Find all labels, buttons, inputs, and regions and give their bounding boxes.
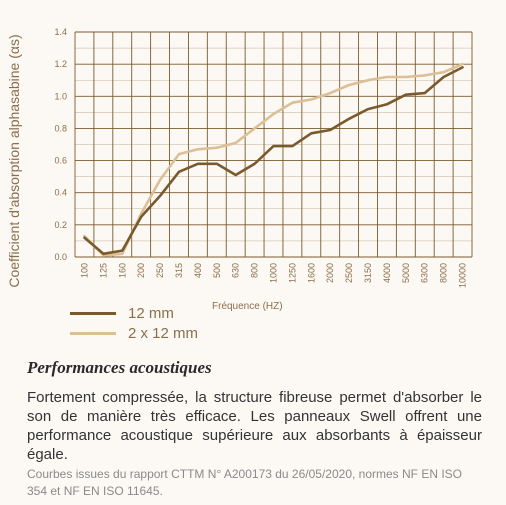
series-line-2x12mm xyxy=(85,64,463,255)
x-tick-label: 315 xyxy=(173,263,184,279)
y-axis-label: Coefficient d'absorption alphasabine (αs) xyxy=(6,34,22,288)
x-tick-label: 3150 xyxy=(363,263,374,284)
legend-swatch-12mm xyxy=(70,312,116,315)
x-tick-label: 8000 xyxy=(438,263,449,284)
y-tick-label: 0.2 xyxy=(54,219,67,230)
legend xyxy=(70,303,270,343)
x-tick-label: 2500 xyxy=(344,263,355,284)
x-tick-label: 160 xyxy=(117,263,128,279)
x-tick-label: 100 xyxy=(79,263,90,279)
legend-label-2x12mm: 2 x 12 mm xyxy=(128,324,199,342)
y-tick-label: 1.4 xyxy=(54,27,67,37)
x-tick-label: 400 xyxy=(192,263,203,279)
x-tick-label: 1250 xyxy=(287,263,298,284)
legend-item-12mm xyxy=(70,303,270,323)
x-tick-label: 500 xyxy=(211,263,222,279)
x-tick-label: 10000 xyxy=(457,263,468,289)
x-tick-label: 5000 xyxy=(400,263,411,284)
x-tick-label: 800 xyxy=(249,263,260,279)
x-tick-label: 250 xyxy=(155,263,166,279)
x-tick-label: 125 xyxy=(98,263,109,279)
y-tick-label: 0.0 xyxy=(54,252,67,262)
legend-label-12mm: 12 mm xyxy=(128,304,174,322)
x-tick-label: 200 xyxy=(136,263,147,279)
y-tick-label: 0.8 xyxy=(54,123,67,134)
x-tick-label: 4000 xyxy=(381,263,392,284)
x-tick-label: 1600 xyxy=(306,263,317,284)
legend-item-2x12mm xyxy=(70,323,270,343)
legend-swatch-2x12mm xyxy=(70,332,116,335)
y-tick-label: 0.6 xyxy=(54,155,67,166)
y-tick-label: 0.4 xyxy=(54,187,67,198)
description-text: Fortement compressée, la structure fibreuse permet d'absorber le son de manière très efficace. Les panneaux Swell offrent une performance acoustique supérieure aux absorbants à épaisseur égale. xyxy=(27,389,482,463)
y-tick-label: 1.0 xyxy=(54,91,67,102)
x-tick-label: 630 xyxy=(230,263,241,279)
section-heading: Performances acoustiques xyxy=(27,358,212,377)
description-section xyxy=(27,358,482,500)
y-tick-label: 1.2 xyxy=(54,59,67,70)
x-tick-label: 1000 xyxy=(268,263,279,284)
x-axis-label: Fréquence (HZ) xyxy=(212,301,283,312)
x-tick-label: 2000 xyxy=(325,263,336,284)
source-note: Courbes issues du rapport CTTM N° A200173 du 26/05/2020, normes NF EN ISO 354 et NF EN ISO 11645. xyxy=(27,467,463,498)
x-tick-label: 6300 xyxy=(419,263,430,284)
